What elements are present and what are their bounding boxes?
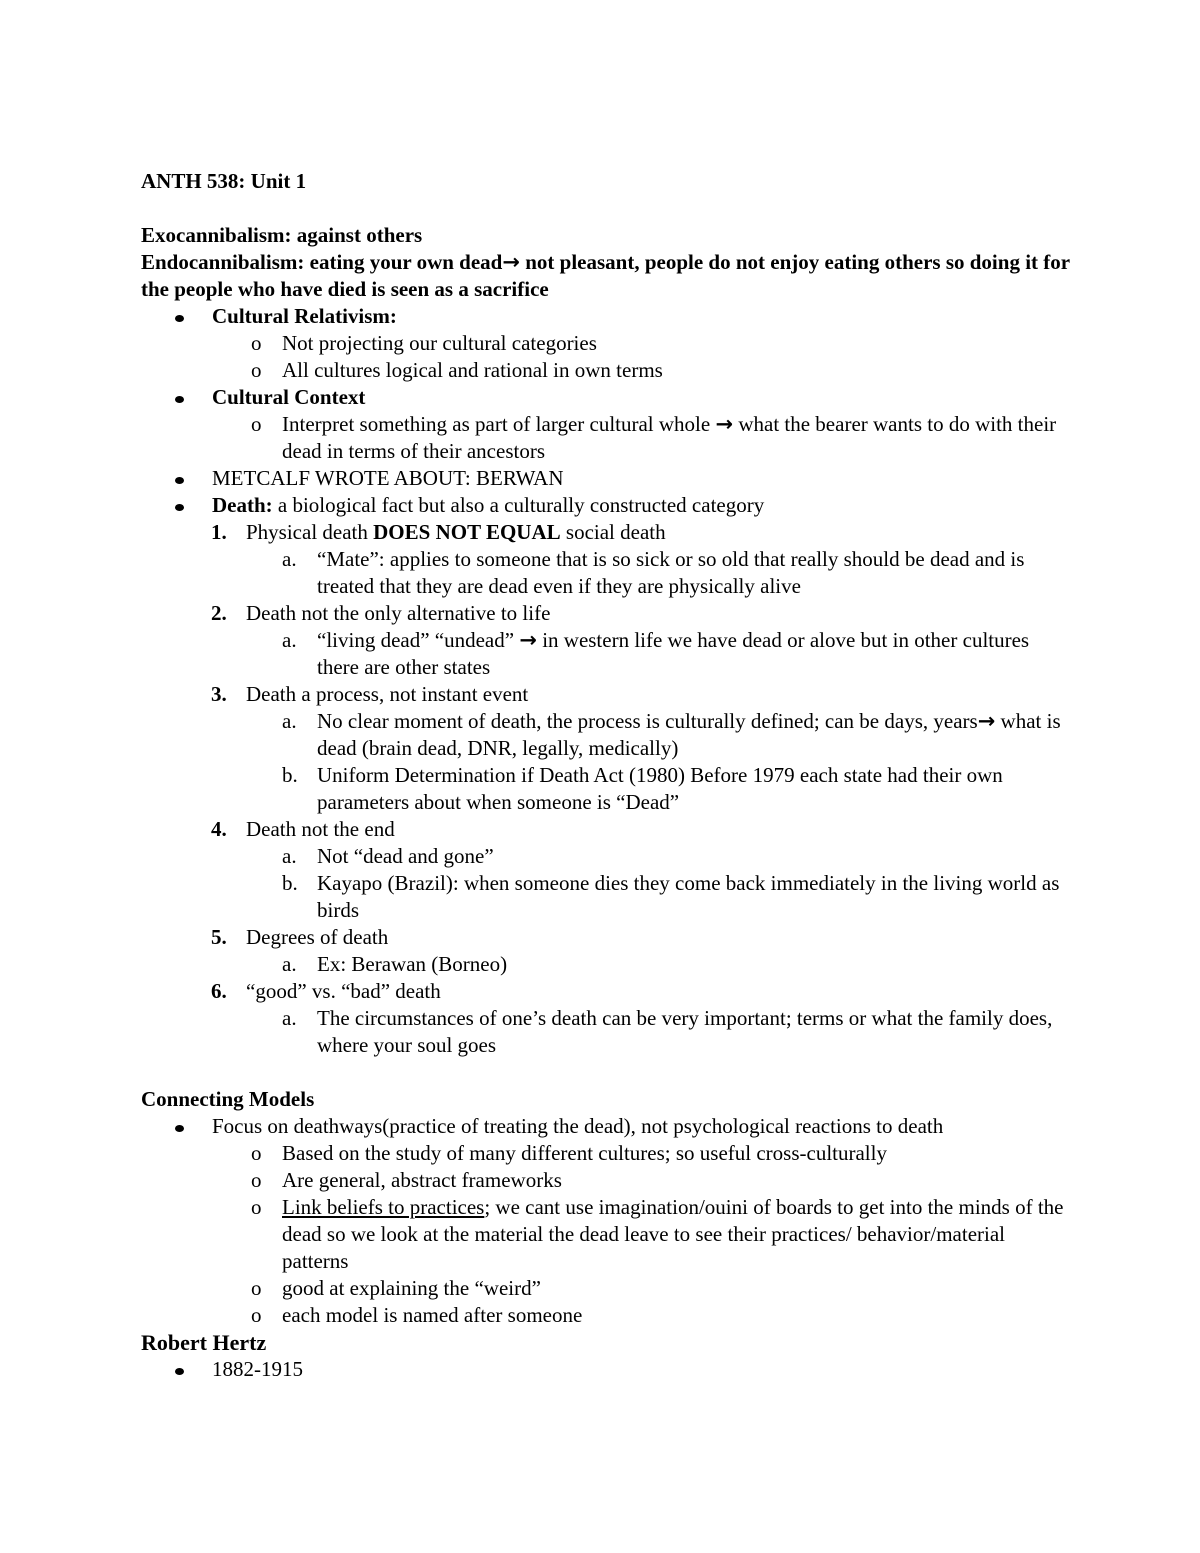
lettered-item: a. Not “dead and gone” [282, 844, 494, 868]
endocannibalism-line [141, 249, 1071, 303]
robert-hertz-heading: Robert Hertz [141, 1330, 267, 1355]
endocannibalism-label: Endocannibalism: [141, 250, 305, 274]
arrow-icon: → [977, 709, 996, 733]
arrow-icon: → [519, 628, 537, 652]
list-item: o Interpret something as part of larger cultural whole → what the bearer wants to do with their dead in terms of their ancestors [251, 412, 1057, 463]
list-item: o Not projecting our cultural categories [251, 331, 597, 355]
arrow-icon: → [502, 250, 520, 274]
bullet-marker: o [251, 1141, 262, 1165]
document-page [141, 168, 1071, 1383]
bullet-marker: o [251, 1303, 262, 1327]
numbered-item: 2. Death not the only alternative to life [211, 601, 551, 625]
bullet-marker: o [251, 358, 262, 382]
document-title: ANTH 538: Unit 1 [141, 169, 307, 193]
list-item: o Are general, abstract frameworks [251, 1168, 562, 1192]
lettered-item: a. Ex: Berawan (Borneo) [282, 952, 508, 976]
list-item: Focus on deathways(practice of treating the dead), not psychological reactions to death [141, 1113, 1071, 1140]
numbered-item: 6. “good” vs. “bad” death [211, 979, 441, 1003]
list-item: o good at explaining the “weird” [251, 1276, 541, 1300]
list-item: o each model is named after someone [251, 1303, 583, 1327]
numbered-item: 4. Death not the end [211, 817, 395, 841]
arrow-icon: → [715, 412, 734, 436]
exocannibalism-line [141, 222, 1071, 249]
endocannibalism-text-a: eating your own dead [309, 250, 503, 274]
lettered-item: a. The circumstances of one’s death can be very important; terms or what the family does, where your soul goes [282, 1006, 1053, 1057]
bullet-marker: o [251, 412, 262, 436]
hertz-years: 1882-1915 [141, 1356, 1071, 1383]
numbered-item: 3. Death a process, not instant event [211, 682, 529, 706]
lettered-item: a. No clear moment of death, the process is culturally defined; can be days, years→ what is dead (brain dead, DNR, legally, medically) [282, 709, 1061, 760]
death-label: Death: [212, 493, 273, 517]
lettered-item: a. “living dead” “undead” → in western life we have dead or alove but in other cultures there are other states [282, 628, 1030, 679]
bullet-marker: o [251, 1195, 262, 1219]
cultural-relativism-heading: Cultural Relativism: [141, 303, 1071, 330]
endocannibalism-text-b: not pleasant, people do not enjoy eating others so doing it for the people who have died is seen as a sacrifice [141, 250, 1070, 301]
metcalf-line: METCALF WROTE ABOUT: BERWAN [141, 465, 1071, 492]
numbered-item: 5. Degrees of death [211, 925, 389, 949]
exocannibalism-label: Exocannibalism: [141, 223, 292, 247]
bullet-marker: o [251, 1276, 262, 1300]
list-item: o All cultures logical and rational in own terms [251, 358, 663, 382]
lettered-item: b. Uniform Determination if Death Act (1980) Before 1979 each state had their own parameters about when someone is “Dead” [282, 763, 1003, 814]
bullet-marker: o [251, 331, 262, 355]
list-item: o Based on the study of many different cultures; so useful cross-culturally [251, 1141, 887, 1165]
exocannibalism-text: against others [296, 223, 423, 247]
bullet-marker: o [251, 1168, 262, 1192]
list-item: o Link beliefs to practices; we cant use imagination/ouini of boards to get into the minds of the dead so we look at the material the dead leave to see their practices/ behavior/material patterns [251, 1195, 1064, 1273]
connecting-models-heading: Connecting Models [141, 1087, 315, 1111]
lettered-item: b. Kayapo (Brazil): when someone dies they come back immediately in the living world as birds [282, 871, 1060, 922]
cultural-context-heading: Cultural Context [141, 384, 1071, 411]
numbered-item: 1. Physical death DOES NOT EQUAL social death [211, 520, 666, 544]
spacer [141, 1059, 1071, 1086]
lettered-item: a. “Mate”: applies to someone that is so sick or so old that really should be dead and is treated that they are dead even if they are physically alive [282, 547, 1025, 598]
death-line: Death: a biological fact but also a culturally constructed category [141, 492, 1071, 519]
